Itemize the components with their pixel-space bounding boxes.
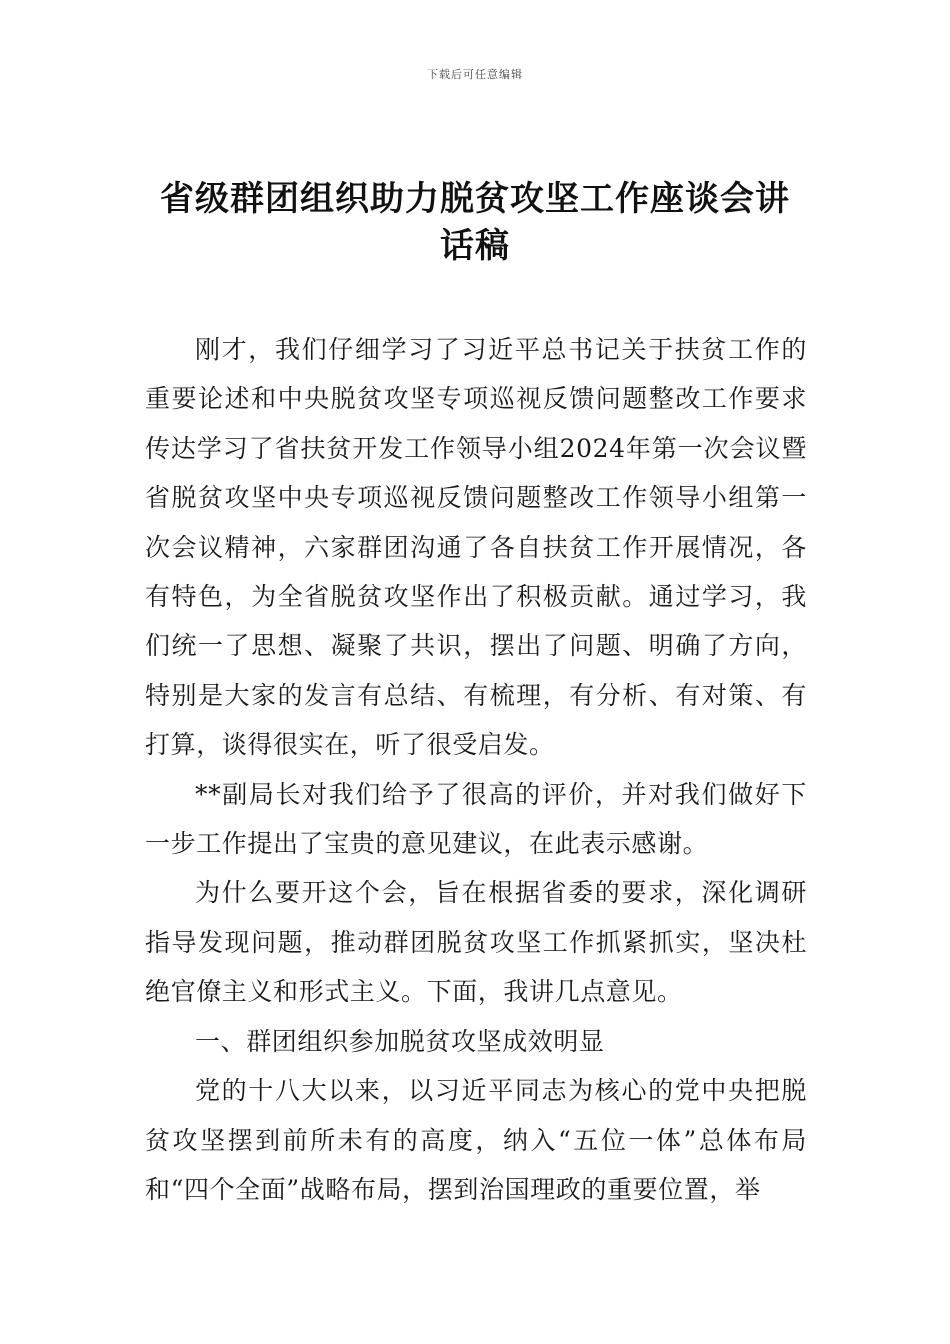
document-body — [145, 325, 807, 1214]
section-heading-1: 一、群团组织参加脱贫攻坚成效明显 — [195, 1026, 605, 1056]
paragraph-section-1: 党的十八大以来，以习近平同志为核心的党中央把脱贫攻坚摆到前所未有的高度，纳入“五位一体”总体布局和“四个全面”战略布局，摆到治国理政的重要位置，举 — [145, 1076, 807, 1204]
paragraph-purpose: 为什么要开这个会，旨在根据省委的要求，深化调研指导发现问题，推动群团脱贫攻坚工作抓紧抓实，坚决杜绝官僚主义和形式主义。下面，我讲几点意见。 — [145, 878, 807, 1007]
download-note: 下载后可任意编辑 — [427, 68, 523, 81]
paragraph-opening: 刚才，我们仔细学习了习近平总书记关于扶贫工作的重要论述和中央脱贫攻坚专项巡视反馈问题整改工作要求传达学习了省扶贫开发工作领导小组2024年第一次会议暨省脱贫攻坚中央专项巡视反馈问题整改工作领导小组第一次会议精神，六家群团沟通了各自扶贫工作开展情况，各有特色，为全省脱贫攻坚作出了积极贡献。通过学习，我们统一了思想、凝聚了共识，摆出了问题、明确了方向，特别是大家的发言有总结、有梳理，有分析、有对策、有打算，谈得很实在，听了很受启发。 — [145, 335, 807, 760]
paragraph-thanks: **副局长对我们给予了很高的评价，并对我们做好下一步工作提出了宝贵的意见建议，在此表示感谢。 — [145, 779, 807, 859]
document-title: 省级群团组织助力脱贫攻坚工作座谈会讲话稿 — [160, 179, 790, 266]
